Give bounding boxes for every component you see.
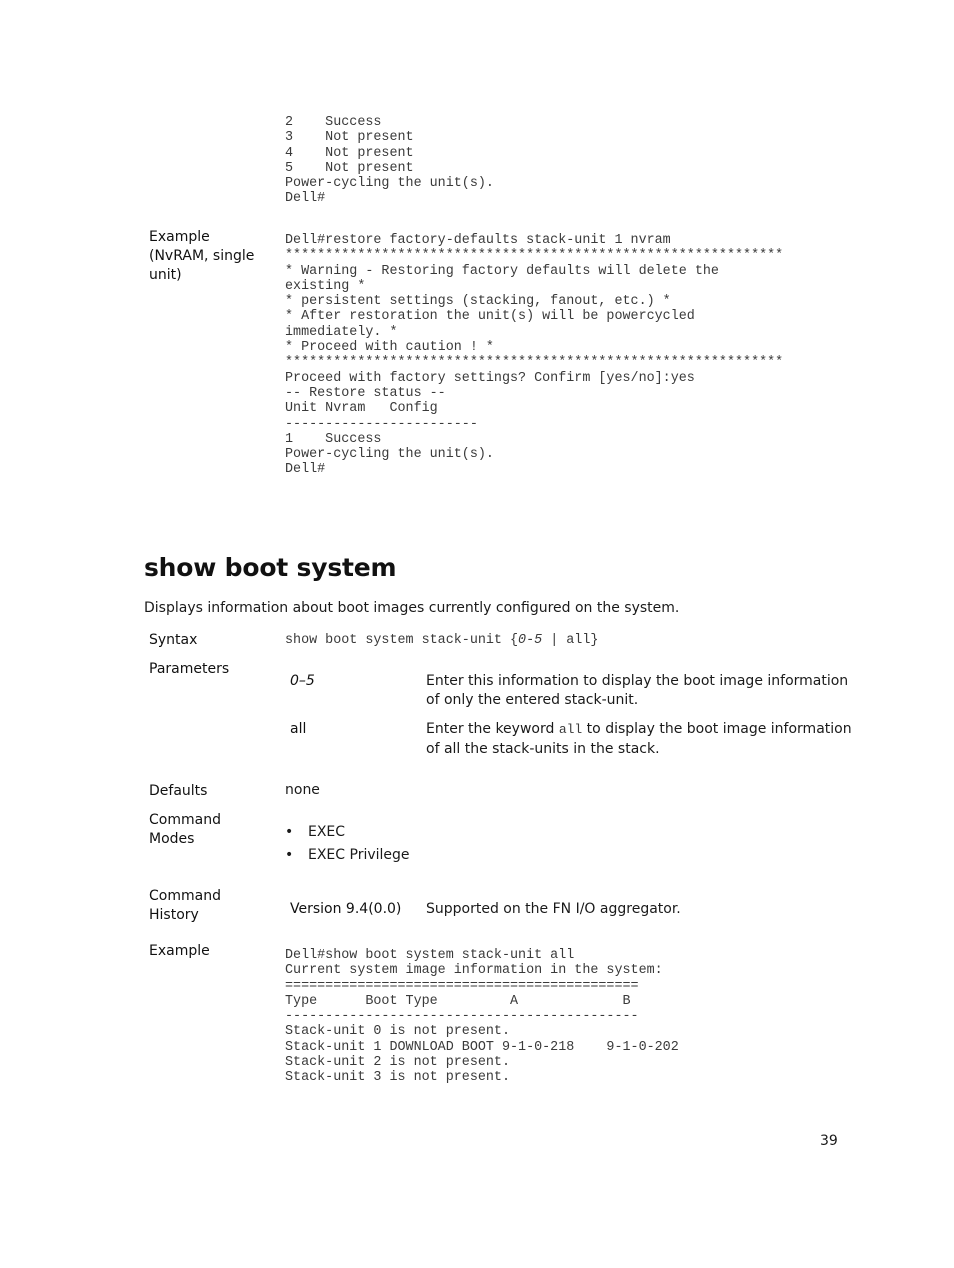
param-all-desc-code: all <box>558 722 583 737</box>
param-all-desc-post: to display the boot image information <box>582 721 852 737</box>
code-line: * After restoration the unit(s) will be powercycled <box>285 309 695 325</box>
code-line: Dell# <box>285 462 326 478</box>
param-range-desc-2: of only the entered stack-unit. <box>426 692 639 708</box>
mode-exec-privilege: EXEC Privilege <box>308 847 410 863</box>
syntax-code <box>285 633 598 648</box>
example-nvram-label: Example (NvRAM, single unit) <box>149 229 255 283</box>
code-line: Type Boot Type A B <box>285 993 631 1009</box>
code-line: -------------------------------------------- <box>285 1009 639 1025</box>
code-line: Stack-unit 3 is not present. <box>285 1070 510 1086</box>
code-line: ============================================ <box>285 978 639 994</box>
code-line: Proceed with factory settings? Confirm [yes/no]:yes <box>285 370 695 386</box>
code-line: Current system image information in the system: <box>285 963 663 979</box>
page-number: 39 <box>820 1133 838 1149</box>
code-line: 2 Success <box>285 115 382 130</box>
code-line: ************************************************************** <box>285 248 784 264</box>
code-line: ------------------------ <box>285 416 478 432</box>
defaults-value: none <box>285 782 320 798</box>
param-all-desc-1 <box>426 720 852 740</box>
mode-exec: EXEC <box>308 824 346 840</box>
code-line: existing * <box>285 278 366 294</box>
code-line: Power-cycling the unit(s). <box>285 447 494 463</box>
history-version: Version 9.4(0.0) <box>290 901 402 917</box>
list-item <box>285 821 410 844</box>
code-line: Dell# <box>285 191 326 207</box>
code-line: Power-cycling the unit(s). <box>285 176 494 192</box>
param-all-name: all <box>290 721 307 737</box>
syntax-label: Syntax <box>149 632 198 648</box>
command-modes-label: Command Modes <box>149 812 221 847</box>
example-code <box>285 948 679 1086</box>
param-all-desc-pre: Enter the keyword <box>426 721 559 737</box>
code-line: Stack-unit 2 is not present. <box>285 1055 510 1071</box>
defaults-label: Defaults <box>149 783 208 799</box>
example-label: Example <box>149 943 210 959</box>
command-history-label: Command History <box>149 888 221 923</box>
example-nvram-code <box>285 233 783 478</box>
code-line: Dell#restore factory-defaults stack-unit 1 nvram <box>285 233 671 248</box>
list-item <box>285 844 410 867</box>
code-line: 3 Not present <box>285 130 414 146</box>
code-line: immediately. * <box>285 324 398 340</box>
command-modes-list <box>285 821 410 867</box>
history-description: Supported on the FN I/O aggregator. <box>426 901 681 917</box>
code-line: * Warning - Restoring factory defaults will delete the <box>285 263 719 279</box>
code-line: -- Restore status -- <box>285 385 446 401</box>
parameters-label: Parameters <box>149 661 230 677</box>
code-line: 1 Success <box>285 431 382 447</box>
syntax-prefix: show boot system stack-unit { <box>285 633 519 648</box>
param-range-desc-1: Enter this information to display the boot image information <box>426 673 849 689</box>
bullet-icon: • <box>285 847 294 863</box>
code-line: 5 Not present <box>285 160 414 176</box>
code-line: ************************************************************** <box>285 355 784 371</box>
section-description: Displays information about boot images currently configured on the system. <box>144 600 680 616</box>
bullet-icon: • <box>285 824 294 840</box>
code-line: Stack-unit 1 DOWNLOAD BOOT 9-1-0-218 9-1-0-202 <box>285 1039 679 1055</box>
section-title: show boot system <box>144 553 397 582</box>
code-line: 4 Not present <box>285 145 414 161</box>
syntax-range: 0-5 <box>518 633 543 648</box>
code-line: * persistent settings (stacking, fanout, etc.) * <box>285 294 671 310</box>
top-code-block <box>285 115 494 207</box>
code-line: Unit Nvram Config <box>285 401 438 417</box>
code-line: * Proceed with caution ! * <box>285 340 494 356</box>
syntax-suffix: | all} <box>542 633 599 648</box>
param-all-desc-2: of all the stack-units in the stack. <box>426 741 660 757</box>
code-line: Dell#show boot system stack-unit all <box>285 948 575 963</box>
code-line: Stack-unit 0 is not present. <box>285 1024 510 1040</box>
param-range-name: 0–5 <box>290 673 315 689</box>
